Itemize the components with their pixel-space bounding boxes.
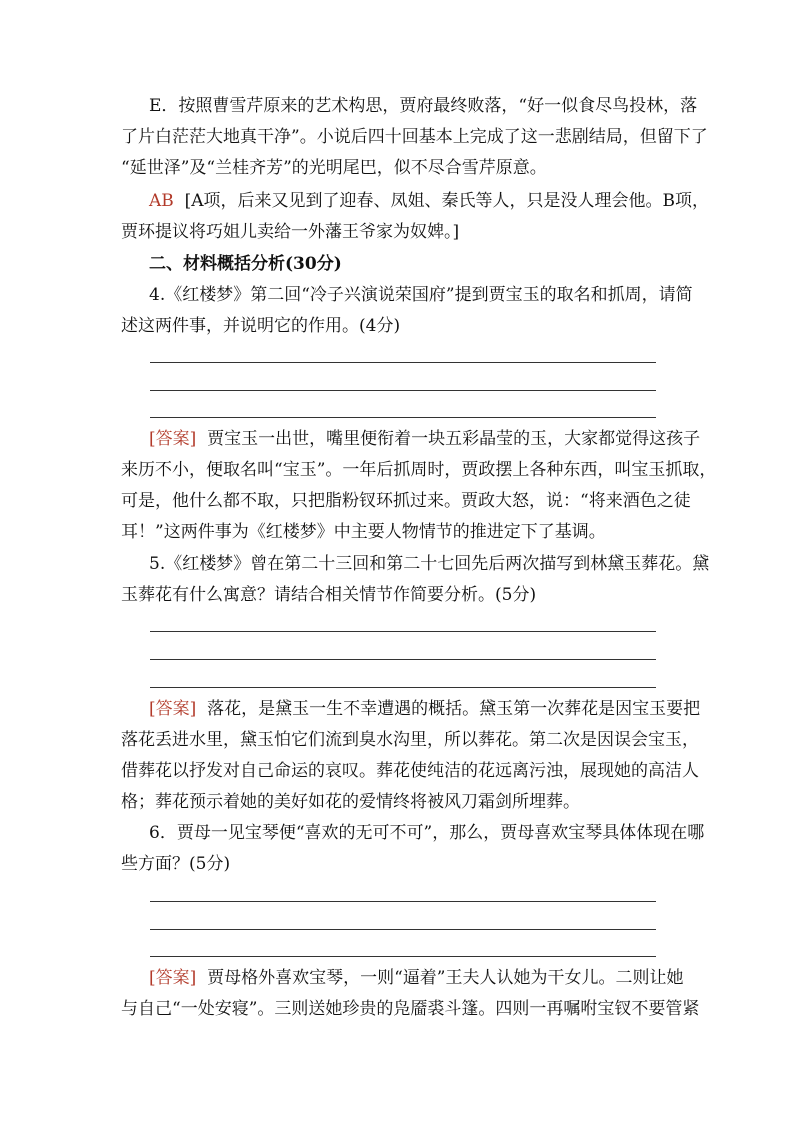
answer-3-label: AB: [149, 191, 174, 211]
question-4-line-2: 述这两件事，并说明它的作用。(4分): [121, 316, 401, 336]
answer-6-label: [答案]: [149, 968, 197, 988]
question-6-line-2: 些方面？(5分): [121, 854, 231, 874]
answer-4-label: [答案]: [149, 429, 197, 449]
answer-blank-line: [150, 687, 656, 688]
answer-5-line-2: 落花丢进水里，黛玉怕它们流到臭水沟里，所以葬花。第二次是因误会宝玉，: [121, 730, 699, 750]
question-4-line-1: 4.《红楼梦》第二回“冷子兴演说荣国府”提到贾宝玉的取名和抓周，请简: [149, 285, 693, 305]
answer-3-line-2: 贾环提议将巧姐儿卖给一外藩王爷家为奴婢。]: [121, 222, 460, 242]
answer-5-text-1: 落花，是黛玉一生不幸遭遇的概括。黛玉第一次葬花是因宝玉要把: [207, 699, 701, 719]
answer-blank-line: [150, 390, 656, 391]
answer-blank-line: [150, 659, 656, 660]
answer-4-line-4: 耳！”这两件事为《红楼梦》中主要人物情节的推进定下了基调。: [121, 522, 606, 542]
answer-3-line-1: [149, 191, 709, 211]
question-6-line-1: 6．贾母一见宝琴便“喜欢的无可不可”，那么，贾母喜欢宝琴具体体现在哪: [149, 823, 705, 843]
section-2-title: 二、材料概括分析(30分): [149, 254, 342, 274]
answer-4-line-3: 可是，他什么都不取，只把脂粉钗环抓过来。贾政大怒，说：“将来酒色之徒: [121, 491, 691, 511]
answer-6-text-1: 贾母格外喜欢宝琴，一则“逼着”王夫人认她为干女儿。二则让她: [207, 968, 684, 988]
answer-6-line-2: 与自己“一处安寝”。三则送她珍贵的凫靥裘斗篷。四则一再嘱咐宝钗不要管紧: [121, 999, 700, 1019]
option-e-line-2: 了片白茫茫大地真干净”。小说后四十回基本上完成了这一悲剧结局，但留下了: [121, 127, 708, 147]
answer-4-line-1: [149, 429, 701, 449]
answer-blank-line: [150, 956, 656, 957]
answer-5-line-1: [149, 699, 701, 719]
answer-blank-line: [150, 631, 656, 632]
answer-5-label: [答案]: [149, 699, 197, 719]
answer-6-line-1: [149, 968, 684, 988]
option-e-line-3: “延世泽”及“兰桂齐芳”的光明尾巴，似不尽合雪芹原意。: [121, 158, 547, 178]
option-e-line-1: E．按照曹雪芹原来的艺术构思，贾府最终败落，“好一似食尽鸟投林，落: [149, 96, 698, 116]
answer-5-line-4: 格；葬花预示着她的美好如花的爱情终将被风刀霜剑所埋葬。: [121, 792, 580, 812]
answer-blank-line: [150, 362, 656, 363]
question-5-line-2: 玉葬花有什么寓意？请结合相关情节作简要分析。(5分): [121, 585, 537, 605]
answer-blank-line: [150, 929, 656, 930]
answer-4-line-2: 来历不小，便取名叫“宝玉”。一年后抓周时，贾政摆上各种东西，叫宝玉抓取，: [121, 460, 717, 480]
answer-3-text-1: [A项，后来又见到了迎春、凤姐、秦氏等人，只是没人理会他。B项，: [184, 191, 709, 211]
answer-blank-line: [150, 901, 656, 902]
answer-4-text-1: 贾宝玉一出世，嘴里便衔着一块五彩晶莹的玉，大家都觉得这孩子: [207, 429, 701, 449]
answer-5-line-3: 借葬花以抒发对自己命运的哀叹。葬花使纯洁的花远离污浊，展现她的高洁人: [121, 761, 699, 781]
question-5-line-1: 5.《红楼梦》曾在第二十三回和第二十七回先后两次描写到林黛玉葬花。黛: [149, 554, 710, 574]
answer-blank-line: [150, 417, 656, 418]
